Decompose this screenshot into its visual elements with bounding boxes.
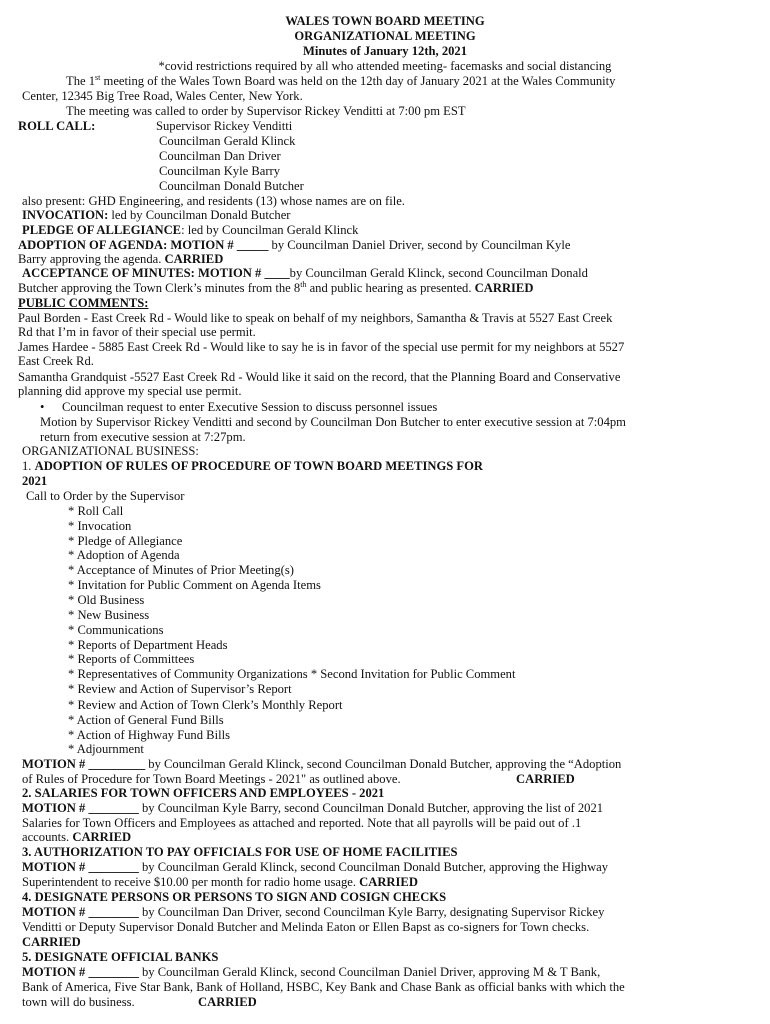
section-3-motion: MOTION # ________ by Councilman Gerald Klinck, second Councilman Donald Butcher, approving the Highway xyxy=(22,860,609,874)
executive-session-request: Councilman request to enter Executive Session to discuss personnel issues xyxy=(62,400,438,414)
public-comment-line: Rd that I’m in favor of their special use permit. xyxy=(18,325,256,339)
public-comment-line: Paul Borden - East Creek Rd - Would like to speak on behalf of my neighbors, Samantha & Travis at 5527 East Creek xyxy=(18,311,613,325)
roll-call-member: Supervisor Rickey Venditti xyxy=(156,119,293,133)
public-comment-line: James Hardee - 5885 East Creek Rd - Would like to say he is in favor of the special use permit for my neighbors at 5527 xyxy=(18,340,625,354)
section-2-motion-end: accounts. CARRIED xyxy=(22,830,132,844)
section-4-motion: MOTION # ________ by Councilman Dan Driver, second Councilman Kyle Barry, designating Supervisor Rickey xyxy=(22,905,605,919)
procedure-item: * Adoption of Agenda xyxy=(68,548,180,562)
intro-line-1: The 1st meeting of the Wales Town Board was held on the 12th day of January 2021 at the Wales Community xyxy=(66,72,616,88)
covid-note: *covid restrictions required by all who attended meeting- facemasks and social distancing xyxy=(158,59,612,73)
adoption-of-agenda-cont: Barry approving the agenda. CARRIED xyxy=(18,252,224,266)
public-comment-line: East Creek Rd. xyxy=(18,354,94,368)
intro-line-3: The meeting was called to order by Supervisor Rickey Venditti at 7:00 pm EST xyxy=(66,104,466,118)
executive-session-motion: Motion by Supervisor Rickey Venditti and second by Councilman Don Butcher to enter executive session at 7:04pm xyxy=(40,415,626,429)
procedure-item: * Invitation for Public Comment on Agenda Items xyxy=(68,578,321,592)
roll-call-member: Councilman Donald Butcher xyxy=(159,179,304,193)
section-2-motion: MOTION # ________ by Councilman Kyle Barry, second Councilman Donald Butcher, approving the list of 2021 xyxy=(22,801,604,815)
public-comment-line: planning did approve my special use permit. xyxy=(18,384,242,398)
section-1-motion-cont: of Rules of Procedure for Town Board Meetings - 2021" as outlined above. xyxy=(22,772,401,786)
procedure-item: * Action of General Fund Bills xyxy=(68,713,224,727)
acceptance-of-minutes: ACCEPTANCE OF MINUTES: MOTION # ____by Councilman Gerald Klinck, second Councilman Donald xyxy=(22,266,588,280)
section-4-heading: 4. DESIGNATE PERSONS OR PERSONS TO SIGN AND COSIGN CHECKS xyxy=(22,890,447,904)
procedure-item: * Roll Call xyxy=(68,504,124,518)
section-5-motion-cont: Bank of America, Five Star Bank, Bank of Holland, HSBC, Key Bank and Chase Bank as official banks with which the xyxy=(22,980,625,994)
org-business-heading: ORGANIZATIONAL BUSINESS: xyxy=(22,444,199,458)
procedure-item: * Reports of Committees xyxy=(68,652,195,666)
section-1-carried: CARRIED xyxy=(516,772,575,786)
acceptance-of-minutes-cont: Butcher approving the Town Clerk’s minutes from the 8th and public hearing as presented. CARRIED xyxy=(18,279,534,295)
section-1-motion: MOTION # _________ by Councilman Gerald Klinck, second Councilman Donald Butcher, approving the “Adoption xyxy=(22,757,622,771)
section-1-heading: 1. ADOPTION OF RULES OF PROCEDURE OF TOWN BOARD MEETINGS FOR xyxy=(22,459,483,473)
procedure-item: * Acceptance of Minutes of Prior Meeting(s) xyxy=(68,563,294,577)
procedure-item: * Invocation xyxy=(68,519,132,533)
section-5-motion-end: town will do business. xyxy=(22,995,135,1009)
section-4-carried: CARRIED xyxy=(22,935,81,949)
procedure-item: * Review and Action of Supervisor’s Report xyxy=(68,682,292,696)
section-5-carried: CARRIED xyxy=(198,995,257,1009)
procedure-item: * Pledge of Allegiance xyxy=(68,534,183,548)
invocation: INVOCATION: led by Councilman Donald Butcher xyxy=(22,208,291,222)
section-2-motion-cont: Salaries for Town Officers and Employees as attached and reported. Note that all payrolls will be paid out of .1 xyxy=(22,816,582,830)
section-2-heading: 2. SALARIES FOR TOWN OFFICERS AND EMPLOYEES - 2021 xyxy=(22,786,385,800)
roll-call-member: Councilman Dan Driver xyxy=(159,149,281,163)
procedure-item: * Review and Action of Town Clerk’s Monthly Report xyxy=(68,698,343,712)
section-4-motion-cont: Venditti or Deputy Supervisor Donald Butcher and Melinda Eaton or Ellen Bapst as co-signers for Town checks. xyxy=(22,920,590,934)
document-subtitle: ORGANIZATIONAL MEETING xyxy=(294,29,476,43)
section-3-heading: 3. AUTHORIZATION TO PAY OFFICIALS FOR USE OF HOME FACILITIES xyxy=(22,845,458,859)
public-comment-line: Samantha Grandquist -5527 East Creek Rd - Would like it said on the record, that the Planning Board and Conservative xyxy=(18,370,621,384)
public-comments-heading: PUBLIC COMMENTS: xyxy=(18,296,149,310)
adoption-of-agenda: ADOPTION OF AGENDA: MOTION # _____ by Councilman Daniel Driver, second by Councilman Kyle xyxy=(18,238,571,252)
pledge: PLEDGE OF ALLEGIANCE: led by Councilman Gerald Klinck xyxy=(22,223,359,237)
bullet-dot: • xyxy=(40,400,45,414)
roll-call-member: Councilman Gerald Klinck xyxy=(159,134,296,148)
roll-call-member: Councilman Kyle Barry xyxy=(159,164,281,178)
roll-call-label: ROLL CALL: xyxy=(18,119,96,133)
procedure-item: * Old Business xyxy=(68,593,145,607)
call-to-order: Call to Order by the Supervisor xyxy=(26,489,185,503)
document-title: WALES TOWN BOARD MEETING xyxy=(285,14,485,28)
also-present: also present: GHD Engineering, and residents (13) whose names are on file. xyxy=(22,194,405,208)
section-5-motion: MOTION # ________ by Councilman Gerald Klinck, second Councilman Daniel Driver, approving M & T Bank, xyxy=(22,965,601,979)
procedure-item: * Adjournment xyxy=(68,742,144,756)
procedure-item: * Action of Highway Fund Bills xyxy=(68,728,230,742)
procedure-item: * Reports of Department Heads xyxy=(68,638,228,652)
executive-session-return: return from executive session at 7:27pm. xyxy=(40,430,246,444)
section-3-motion-cont: Superintendent to receive $10.00 per month for radio home usage. CARRIED xyxy=(22,875,418,889)
procedure-item: * Communications xyxy=(68,623,164,637)
procedure-item: * Representatives of Community Organizations * Second Invitation for Public Comment xyxy=(68,667,516,681)
intro-line-2: Center, 12345 Big Tree Road, Wales Center, New York. xyxy=(22,89,303,103)
minutes-date: Minutes of January 12th, 2021 xyxy=(302,44,468,58)
procedure-item: * New Business xyxy=(68,608,150,622)
section-5-heading: 5. DESIGNATE OFFICIAL BANKS xyxy=(22,950,219,964)
section-1-year: 2021 xyxy=(22,474,48,488)
